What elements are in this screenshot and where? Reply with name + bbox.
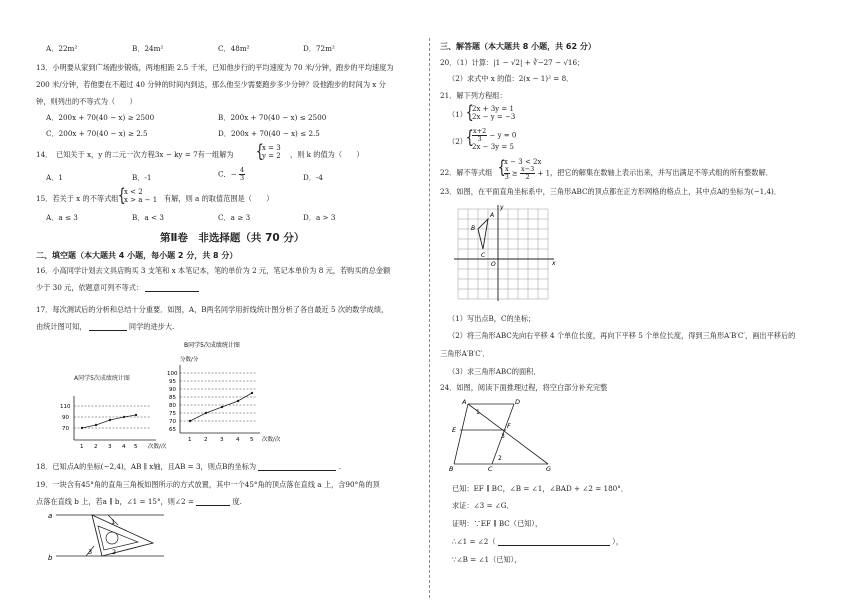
angle-1-label: 1 [476, 409, 480, 416]
q16-line1: 16．小高同学计划去文具店购买 3 支笔和 x 本笔记本，笔的单价为 2 元，笔记本单价为 8 元，若购买的总金额 [36, 266, 391, 275]
q22-eq2-ineq: ≥ [511, 169, 518, 178]
q21-1-eq2: 2x − y = −3 [472, 113, 516, 122]
q21-2-brace: { [465, 127, 474, 148]
q19-line1: 19．一块含有45°角的直角三角板如图所示的方式放置，其中一个45°角的顶点落在直线 a 上，含90°角的顶 [36, 480, 380, 489]
q19-line2-text-a: 点落在直线 b 上，若a ∥ b，∠1 = 15°，则∠2 = [36, 497, 194, 506]
origin-label: O [491, 261, 496, 268]
chart-a-point-1 [81, 427, 83, 429]
q14-option-c [218, 167, 245, 182]
chart-a-xtick-2: 2 [94, 444, 98, 450]
q14-brace: { [255, 141, 264, 162]
chart-b-point-3 [221, 406, 223, 408]
q17-line2-text-a: 由统计图可知， [36, 322, 87, 331]
chart-b-xtick-5: 5 [250, 437, 254, 443]
point-b-label: B [471, 225, 476, 232]
chart-a-ytick-90: 90 [62, 415, 69, 421]
q14-c-numerator: 4 [240, 166, 245, 174]
q18-text: 18．已知点A的坐标(−2,4)，AB ∥ x轴，且AB = 3，则点B的坐标为 [36, 462, 257, 471]
q14-stem-a: 14． 已知关于 x，y 的二元一次方程3x − ky = 7有一组解为 [36, 150, 234, 159]
q24-proof-line2-a: ∴∠1 = ∠2（ [452, 537, 496, 546]
q13-option-c: C．200x + 70(40 − x) ≥ 2.5 [46, 129, 148, 138]
chart-b-point-5 [251, 392, 253, 394]
label-b: b [48, 554, 53, 562]
q17-line2 [36, 322, 174, 331]
label-d: D [515, 398, 521, 406]
q24-given: 已知：EF ∥ BC，∠B = ∠1，∠BAD + ∠2 = 180°． [452, 484, 629, 493]
chart-b-ylabel: 分数/分 [180, 357, 199, 363]
q24-proof-reason-blank[interactable] [498, 537, 610, 546]
q15-option-d: D．a > 3 [303, 213, 336, 222]
q18-line [36, 462, 341, 471]
chart-a [52, 366, 182, 458]
chart-b-point-4 [237, 400, 239, 402]
segment-ag [468, 404, 548, 464]
chart-a-xtick-4: 4 [122, 444, 126, 450]
q21-1-eq1: 2x + 3y = 1 [472, 105, 514, 113]
q12-option-b: B．24m² [132, 44, 164, 53]
q14-sys-eq1: x = 3 [262, 144, 281, 152]
angle-3-label: 3 [88, 548, 93, 556]
q17-line2-text-b: 同学的进步大. [128, 322, 175, 331]
q13-line3: 钟，则列出的不等式为（ ） [36, 97, 137, 106]
q19-line2 [36, 497, 242, 506]
fig24-geometry-diagram [446, 396, 564, 472]
q15-stem-a: 15．若关于 x 的不等式组 [36, 194, 119, 203]
q23-part2-line2: 三角形A′B′C′． [440, 349, 490, 358]
q12-option-d: D．72m² [303, 44, 335, 53]
q14-option-d: D．-4 [303, 173, 323, 182]
angle-2-label: 2 [112, 548, 117, 556]
triangle-abc [478, 219, 488, 249]
q21-2-eq2: 2x − 3y = 5 [472, 142, 514, 151]
chart-a-point-4 [123, 416, 125, 418]
q21-2-label: （2） [448, 137, 467, 146]
chart-b-ytick-95: 95 [169, 379, 176, 385]
angle-3-label: 3 [501, 433, 505, 440]
chart-b-xtick-2: 2 [204, 437, 208, 443]
label-f: F [507, 422, 511, 430]
q24-proof-line2 [452, 537, 623, 546]
q21-1-label: （1） [448, 110, 467, 119]
chart-b-xtick-4: 4 [236, 437, 240, 443]
chart-a-title: A同学5次成绩统计图 [74, 375, 130, 382]
chart-b-xtick-1: 1 [188, 437, 192, 443]
q16-line2-text: 少于 30 元，依题意可列不等式： [36, 283, 144, 292]
q24-proof-line1: 证明：∵EF ∥ BC（已知）， [452, 519, 543, 528]
q15-option-c: C．a ≥ 3 [218, 213, 251, 222]
q21-2-eq1-rest: − y = 0 [489, 131, 517, 140]
q14-option-a: A．1 [46, 173, 63, 182]
q12-option-a: A．22m² [46, 44, 78, 53]
q12-option-c: C．48m² [218, 44, 250, 53]
q22-eq2-frac2 [520, 166, 535, 181]
chart-a-xtick-1: 1 [80, 444, 84, 450]
q22-eq2-num1: x [505, 165, 509, 174]
chart-a-xtick-3: 3 [108, 444, 112, 450]
chart-b-title: B同学5次成绩统计图 [184, 342, 240, 349]
q15-brace: { [117, 185, 126, 206]
chart-b-point-1 [189, 420, 191, 422]
q18-period: . [338, 462, 341, 471]
q13-option-b: B．200x + 70(40 − x) ≤ 2500 [218, 113, 327, 122]
q21-2-eq1-denominator: 3 [477, 134, 482, 143]
q22-eq2 [504, 166, 550, 181]
q14-option-c-prefix: C．− [218, 169, 237, 179]
q18-answer-blank[interactable] [258, 462, 336, 471]
q23-part1: （1）写出点B，C的坐标； [448, 314, 536, 323]
point-c-label: C [481, 252, 486, 259]
section2-title: 二、填空题（本大题共 4 小题，每小题 2 分，共 8 分） [36, 251, 238, 260]
chart-b-ytick-80: 80 [169, 403, 176, 409]
chart-a-ytick-70: 70 [62, 426, 69, 432]
q22-system [504, 158, 550, 181]
q15-system [124, 188, 157, 205]
q22-eq2-num2: x−3 [521, 165, 535, 174]
label-g: G [546, 465, 552, 472]
chart-a-ytick-110: 110 [60, 404, 71, 410]
chart-b-ytick-90: 90 [169, 387, 176, 393]
q14-sys-eq2: y = 2 [262, 152, 281, 161]
q21-1-brace: { [465, 102, 474, 123]
label-e: E [452, 426, 457, 434]
point-a-label: A [490, 212, 495, 219]
q22-brace: { [497, 157, 506, 178]
chart-b-ytick-75: 75 [169, 411, 176, 417]
q24-prove: 求证：∠3 = ∠G． [452, 501, 514, 510]
label-b: B [449, 465, 454, 472]
q14-system [262, 144, 281, 161]
angle-1-label: 1 [111, 518, 116, 526]
q17-line1: 17．每次测试后的分析和总结十分重要．如图，A，B两名同学用折线统计图分析了各自最近 5 次的数学成绩， [36, 305, 389, 314]
q14-stem-b: ，则 k 的值为（ ） [290, 150, 364, 159]
q21-2-eq1 [472, 128, 516, 143]
q24-stem: 24．如图，阅读下面推理过程，将空白部分补充完整 [440, 383, 608, 392]
triangle-hole [106, 532, 118, 544]
q20-part1: 20．（1）计算：|1 − √2| + ∛−27 − √16； [440, 58, 585, 67]
q15-option-a: A．a ≤ 3 [46, 213, 78, 222]
q17-answer-blank[interactable] [89, 322, 127, 331]
chart-b-point-2 [205, 412, 207, 414]
q22-eq2-den1: 3 [504, 173, 509, 182]
q15-sys-eq1: x < 2 [124, 188, 143, 196]
q21-1-system [472, 105, 515, 122]
q16-line2 [36, 283, 199, 292]
x-axis-label: x [552, 260, 556, 267]
q22-prefix: 22．解不等式组 [440, 168, 493, 177]
y-axis-label: y [500, 204, 504, 211]
chart-a-xtick-5: 5 [134, 444, 138, 450]
fig19-triangle-diagram [46, 508, 176, 566]
label-c: C [488, 465, 493, 472]
part2-title: 第Ⅱ卷 非选择题（共 70 分） [160, 232, 305, 244]
chart-b-ytick-70: 70 [169, 419, 176, 425]
q23-part3: （3）求三角形ABC的面积． [448, 367, 541, 376]
label-a: A [462, 398, 467, 406]
q21-2-system [472, 128, 516, 151]
q21-2-eq1-numerator: x+2 [473, 127, 487, 135]
section3-title: 三、解答题（本大题共 8 小题，共 62 分） [440, 42, 596, 51]
chart-b-xtick-3: 3 [220, 437, 224, 443]
q23-part2-line1: （2）将三角形ABC先向右平移 4 个单位长度，再向下平移 5 个单位长度，得到三角形A′B′C′，画出平移后的 [448, 331, 796, 340]
q22-eq1: x − 3 < 2x [504, 158, 542, 166]
q24-proof-line2-b: ）， [612, 537, 623, 546]
q13-line1: 13．小明要从家到广场跑步锻炼，两地相距 2.5 千米，已知他步行的平均速度为 70 米/分钟，跑步的平均速度为 [36, 63, 394, 72]
q19-answer-blank[interactable] [196, 497, 230, 506]
chart-b-ytick-65: 65 [169, 427, 176, 433]
angle-2-label: 2 [498, 455, 502, 462]
q24-proof-line3: ∵∠B = ∠1（已知）， [452, 555, 522, 564]
chart-a-point-2 [95, 424, 97, 426]
q21-stem: 21．解下列方程组： [440, 91, 507, 100]
q23-coordinate-grid [452, 203, 560, 303]
q13-line2: 200 米/分钟，若他要在不超过 40 分钟的时间内到达，那么他至少需要跑步多少分钟？设他跑步的时间为 x 分 [36, 80, 386, 89]
chart-b-ytick-100: 100 [167, 371, 178, 377]
q15-stem-b: 有解，则 a 的取值范围是（ ） [164, 194, 274, 203]
chart-a-point-5 [135, 414, 137, 416]
grid-lines [458, 209, 548, 299]
q14-c-denominator: 3 [240, 173, 245, 182]
label-a: a [48, 512, 53, 520]
q16-answer-blank[interactable] [145, 283, 199, 292]
chart-b [164, 337, 306, 449]
q14-option-b: B．-1 [132, 173, 152, 182]
q22-suffix: ，把它的解集在数轴上表示出来，并写出满足不等式组的所有整数解． [550, 168, 773, 177]
q13-option-d: D．200x + 70(40 − x) ≤ 2.5 [218, 129, 320, 138]
q21-2-eq1-fraction [472, 128, 487, 143]
q19-line2-text-b: 度. [232, 497, 242, 506]
q14-option-c-fraction [239, 167, 245, 182]
q22-eq2-frac1 [504, 166, 510, 181]
chart-b-xlabel: 次数/次 [262, 437, 281, 443]
column-divider [429, 38, 430, 598]
q23-stem: 23．如图，在平面直角坐标系中，三角形ABC的顶点都在正方形网格的格点上，其中点A的坐标为(−1,4)． [440, 187, 782, 196]
segment-ab [454, 404, 468, 464]
q13-option-a: A．200x + 70(40 − x) ≥ 2500 [46, 113, 155, 122]
q22-eq2-den2: 2 [525, 173, 530, 182]
q20-part2: （2）求式中 x 的值：2(x − 1)² = 8． [448, 74, 574, 83]
q15-option-b: B．a < 3 [132, 213, 164, 222]
q22-eq2-tail: + 1 [537, 169, 551, 178]
chart-a-xlabel: 次数/次 [148, 444, 167, 450]
q15-sys-eq2: x > a − 1 [124, 196, 158, 205]
chart-b-ytick-85: 85 [169, 395, 176, 401]
chart-a-point-3 [109, 419, 111, 421]
